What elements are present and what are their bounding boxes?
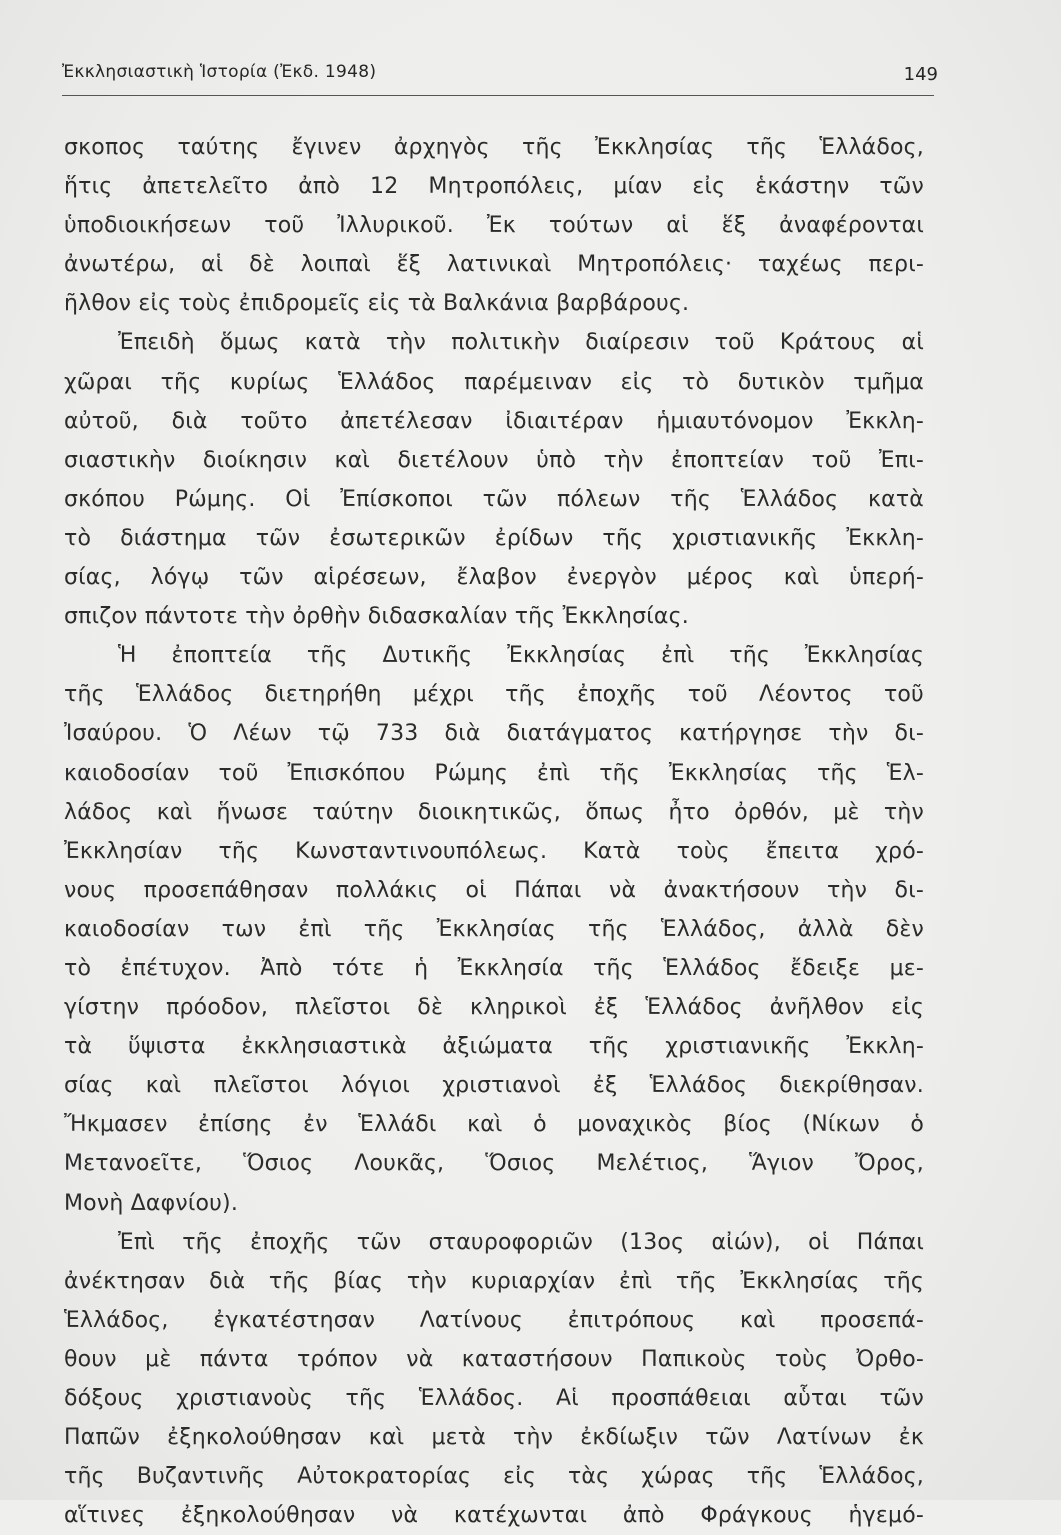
text-line: νους προσεπάθησαν πολλάκις οἱ Πάπαι νὰ ἀνακτήσουν τὴν δι-: [64, 877, 924, 903]
text-line: Ἤκμασεν ἐπίσης ἐν Ἑλλάδι καὶ ὁ μοναχικὸς βίος (Νίκων ὁ: [64, 1112, 924, 1138]
page-number: 149: [903, 64, 938, 85]
header-rule: [62, 95, 934, 96]
text-line: Ἐκκλησίαν τῆς Κωνσταντινουπόλεως. Κατὰ τοὺς ἔπειτα χρό-: [64, 838, 924, 864]
text-line: Παπῶν ἐξηκολούθησαν καὶ μετὰ τὴν ἐκδίωξιν τῶν Λατίνων ἐκ: [64, 1425, 924, 1451]
text-line: σιαστικὴν διοίκησιν καὶ διετέλουν ὑπὸ τὴν ἐποπτείαν τοῦ Ἐπι-: [64, 447, 924, 473]
text-line: σπιζον πάντοτε τὴν ὀρθὴν διδασκαλίαν τῆς Ἐκκλησίας.: [64, 604, 689, 630]
text-line: Ἰσαύρου. Ὁ Λέων τῷ 733 διὰ διατάγματος κατήργησε τὴν δι-: [64, 721, 924, 747]
text-line: τῆς Ἑλλάδος διετηρήθη μέχρι τῆς ἐποχῆς τοῦ Λέοντος τοῦ: [64, 682, 924, 708]
text-line: θουν μὲ πάντα τρόπον νὰ καταστήσουν Παπικοὺς τοὺς Ὀρθο-: [64, 1346, 924, 1372]
text-line: Μετανοεῖτε, Ὅσιος Λουκᾶς, Ὅσιος Μελέτιος, Ἅγιον Ὄρος,: [64, 1151, 924, 1177]
text-line: ἀνωτέρω, αἱ δὲ λοιπαὶ ἕξ λατινικαὶ Μητροπόλεις· ταχέως περι-: [64, 252, 924, 278]
text-line: δόξους χριστιανοὺς τῆς Ἑλλάδος. Αἱ προσπάθειαι αὗται τῶν: [64, 1386, 924, 1411]
running-head: Ἐκκλησιαστικὴ Ἱστορία (Ἐκδ. 1948): [62, 62, 377, 82]
text-line: τὰ ὕψιστα ἐκκλησιαστικὰ ἀξιώματα τῆς χριστιανικῆς Ἐκκλη-: [64, 1034, 924, 1060]
paragraph-start-line: Ἐπὶ τῆς ἐποχῆς τῶν σταυροφοριῶν (13ος αἰών), οἱ Πάπαι: [118, 1229, 924, 1255]
text-line: αἵτινες ἐξηκολούθησαν νὰ κατέχωνται ἀπὸ Φράγκους ἡγεμό-: [64, 1503, 924, 1529]
text-line: ῆλθον εἰς τοὺς ἐπιδρομεῖς εἰς τὰ Βαλκάνια βαρβάρους.: [64, 291, 690, 317]
page-header: [62, 56, 942, 96]
text-line: ἀνέκτησαν διὰ τῆς βίας τὴν κυριαρχίαν ἐπὶ τῆς Ἐκκλησίας τῆς: [64, 1268, 924, 1294]
text-line: ὑποδιοικήσεων τοῦ Ἰλλυρικοῦ. Ἐκ τούτων αἱ ἕξ ἀναφέρονται: [64, 213, 924, 239]
text-line: Μονὴ Δαφνίου).: [64, 1190, 239, 1216]
text-line: τὸ διάστημα τῶν ἐσωτερικῶν ἐρίδων τῆς χριστιανικῆς Ἐκκλη-: [64, 525, 924, 551]
text-line: σίας καὶ πλεῖστοι λόγιοι χριστιανοὶ ἐξ Ἑλλάδος διεκρίθησαν.: [64, 1073, 924, 1099]
paragraph-start-line: Ἡ ἐποπτεία τῆς Δυτικῆς Ἐκκλησίας ἐπὶ τῆς Ἐκκλησίας: [118, 643, 924, 669]
text-line: γίστην πρόοδον, πλεῖστοι δὲ κληρικοὶ ἐξ Ἑλλάδος ἀνῆλθον εἰς: [64, 995, 924, 1021]
text-line: καιοδοσίαν των ἐπὶ τῆς Ἐκκλησίας τῆς Ἑλλάδος, ἀλλὰ δὲν: [64, 916, 924, 942]
body-text: [64, 128, 924, 1535]
text-line: τῆς Βυζαντινῆς Αὐτοκρατορίας εἰς τὰς χώρας τῆς Ἑλλάδος,: [64, 1464, 924, 1490]
text-line: Ἑλλάδος, ἐγκατέστησαν Λατίνους ἐπιτρόπους καὶ προσεπά-: [64, 1307, 924, 1333]
text-line: ἥτις ἀπετελεῖτο ἀπὸ 12 Μητροπόλεις, μίαν εἰς ἑκάστην τῶν: [64, 174, 924, 200]
text-line: σκοπος ταύτης ἔγινεν ἀρχηγὸς τῆς Ἐκκλησίας τῆς Ἑλλάδος,: [64, 135, 924, 160]
text-line: σκόπου Ρώμης. Οἱ Ἐπίσκοποι τῶν πόλεων τῆς Ἑλλάδος κατὰ: [64, 486, 924, 512]
paragraph-start-line: Ἐπειδὴ ὅμως κατὰ τὴν πολιτικὴν διαίρεσιν τοῦ Κράτους αἱ: [118, 330, 924, 356]
text-line: αὐτοῦ, διὰ τοῦτο ἀπετέλεσαν ἰδιαιτέραν ἡμιαυτόνομον Ἐκκλη-: [64, 408, 924, 434]
text-line: χῶραι τῆς κυρίως Ἑλλάδος παρέμειναν εἰς τὸ δυτικὸν τμῆμα: [64, 369, 924, 395]
text-line: καιοδοσίαν τοῦ Ἐπισκόπου Ρώμης ἐπὶ τῆς Ἐκκλησίας τῆς Ἑλ-: [64, 760, 924, 786]
text-line: λάδος καὶ ἥνωσε ταύτην διοικητικῶς, ὅπως ἦτο ὀρθόν, μὲ τὴν: [64, 799, 924, 825]
text-line: τὸ ἐπέτυχον. Ἀπὸ τότε ἡ Ἐκκλησία τῆς Ἑλλάδος ἔδειξε με-: [64, 955, 924, 981]
text-line: σίας, λόγῳ τῶν αἱρέσεων, ἔλαβον ἐνεργὸν μέρος καὶ ὑπερή-: [64, 565, 924, 591]
